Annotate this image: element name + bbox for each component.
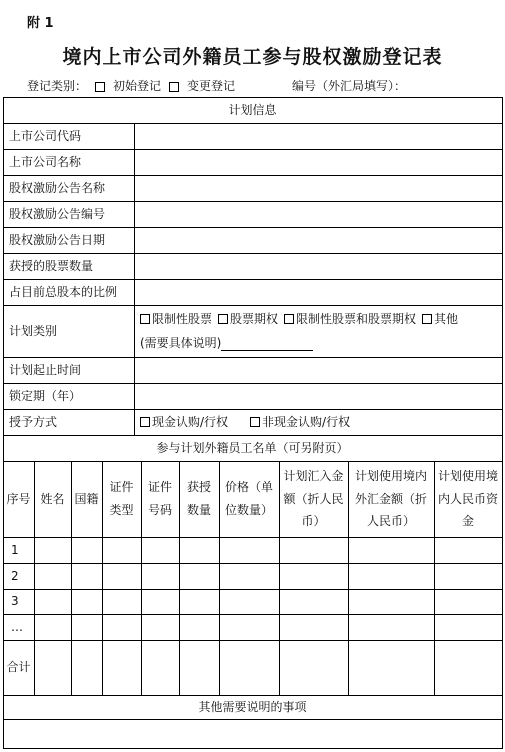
table-rule	[134, 123, 135, 436]
total-label: 合计	[6, 659, 31, 674]
column-header: 计划汇入金额（折人民币）	[283, 468, 344, 529]
table-rule	[3, 748, 503, 749]
grant-method-option: 非现金认购/行权	[262, 414, 351, 429]
checkbox-icon[interactable]	[169, 82, 179, 92]
row-number: 3	[11, 594, 19, 608]
column-header: 证件号码	[147, 480, 172, 517]
table-rule	[102, 461, 103, 696]
table-rule	[3, 640, 503, 641]
table-rule	[3, 563, 503, 564]
checkbox-icon[interactable]	[140, 314, 150, 324]
field-label: 上市公司名称	[9, 154, 82, 169]
checkbox-icon[interactable]	[218, 314, 228, 324]
table-rule	[141, 461, 142, 696]
column-header: 获授数量	[186, 480, 211, 517]
checkbox-icon[interactable]	[284, 314, 294, 324]
column-header: 证件类型	[109, 480, 134, 517]
section-title-other-notes: 其他需要说明的事项	[198, 699, 307, 714]
table-rule	[348, 461, 349, 696]
field-label: 股权激励公告名称	[9, 180, 106, 195]
plan-type-options	[140, 309, 498, 329]
checkbox-icon[interactable]	[140, 417, 150, 427]
column-header: 价格（单位数量）	[224, 480, 273, 517]
column-header: 国籍	[74, 491, 99, 506]
table-rule	[3, 614, 503, 615]
grant-method-option: 现金认购/行权	[152, 414, 229, 429]
checkbox-icon[interactable]	[95, 82, 105, 92]
number-label: 编号（外汇局填写）：	[292, 79, 407, 93]
table-rule	[502, 97, 503, 749]
field-label: 上市公司代码	[9, 128, 82, 143]
row-number: 1	[11, 542, 19, 557]
column-header: 姓名	[40, 491, 65, 506]
plan-type-option: 限制性股票	[152, 311, 213, 326]
field-label-plan-type: 计划类别	[9, 323, 58, 338]
section-title-employee-list: 参与计划外籍员工名单（可另附页）	[156, 440, 349, 455]
field-label: 占目前总股本的比例	[9, 284, 118, 299]
field-label-grant-method: 授予方式	[9, 414, 58, 429]
form-title: 境内上市公司外籍员工参与股权激励登记表	[62, 46, 443, 68]
registration-type	[27, 77, 243, 94]
table-rule	[71, 461, 72, 696]
field-label: 获授的股票数量	[9, 258, 94, 273]
plan-type-note	[140, 333, 313, 353]
plan-type-option: 其他	[434, 311, 459, 326]
plan-type-note-blank[interactable]	[221, 336, 313, 351]
table-rule	[3, 537, 503, 538]
column-header: 计划使用境内人民币资金	[437, 468, 498, 529]
option-initial-registration: 初始登记	[113, 79, 162, 93]
checkbox-icon[interactable]	[250, 417, 260, 427]
grant-method-options	[140, 409, 372, 435]
field-label-lock-period: 锁定期（年）	[9, 388, 82, 403]
checkbox-icon[interactable]	[422, 314, 432, 324]
table-rule	[3, 719, 503, 720]
table-rule	[34, 461, 35, 696]
plan-type-option: 限制性股票和股票期权	[296, 311, 417, 326]
column-header: 序号	[6, 491, 31, 506]
table-rule	[219, 461, 220, 696]
plan-type-option: 股票期权	[230, 311, 279, 326]
table-rule	[179, 461, 180, 696]
column-header: 计划使用境内外汇金额（折人民币）	[354, 468, 427, 529]
attachment-label: 附 1	[27, 16, 54, 31]
table-rule	[3, 97, 4, 749]
option-change-registration: 变更登记	[187, 79, 236, 93]
field-label: 股权激励公告编号	[9, 206, 106, 221]
row-number: …	[11, 619, 23, 634]
section-title-plan-info: 计划信息	[228, 102, 277, 117]
table-rule	[434, 461, 435, 696]
table-rule	[3, 589, 503, 590]
plan-type-note-text: (需要具体说明)	[140, 335, 222, 350]
field-label-plan-period: 计划起止时间	[9, 362, 82, 377]
registration-type-label: 登记类别：	[27, 79, 88, 93]
table-rule	[279, 461, 280, 696]
field-label: 股权激励公告日期	[9, 232, 106, 247]
row-number: 2	[11, 568, 19, 583]
